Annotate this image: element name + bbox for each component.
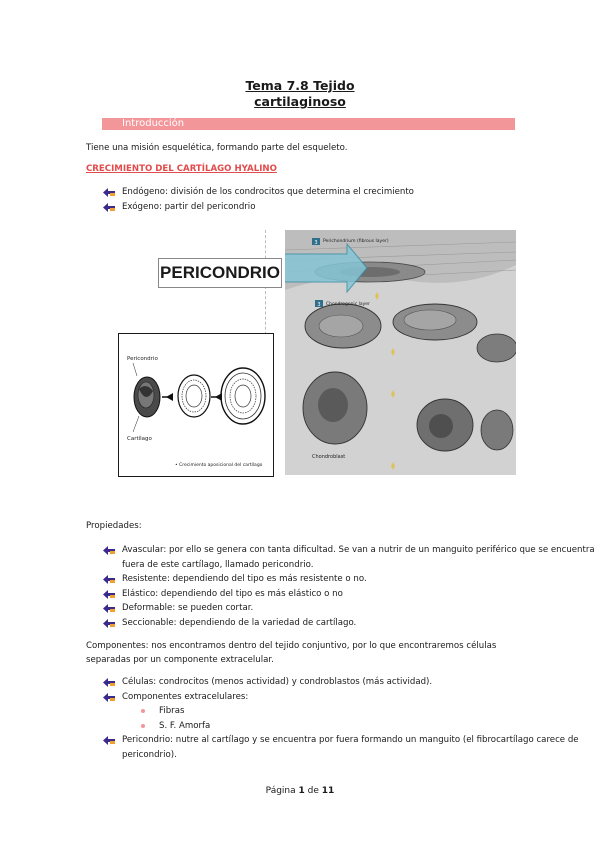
intro-heading: Introducción (122, 118, 185, 129)
figure-pericondrio (118, 230, 516, 475)
list-item: Exógeno: partir del pericondrio (102, 200, 414, 215)
arrow-bullet-icon (103, 188, 116, 197)
micrograph-drawing (285, 230, 516, 475)
list-item: Componentes extracelulares: (102, 690, 600, 705)
diagram-label-pericondrio: Pericondrio (127, 356, 158, 362)
list-item: Endógeno: división de los condrocitos que determina el crecimiento (102, 185, 414, 200)
intro-paragraph: Tiene una misión esquelética, formando parte del esqueleto. (86, 143, 348, 153)
page-current: 1 (298, 786, 305, 796)
list-item: Pericondrio: nutre al cartílago y se encuentra por fuera formando un manguito (el fibrocartílago carece de pericondrio). (102, 733, 600, 762)
list-item: Deformable: se pueden cortar. (102, 601, 600, 616)
components-paragraph: Componentes: nos encontramos dentro del tejido conjuntivo, por lo que encontraremos células separadas por un componente extracelular. (86, 641, 497, 665)
list-item: Avascular: por ello se genera con tanta dificultad. Se van a nutrir de un manguito periférico que se encuentra fuera de este cartílago, llamado pericondrio. (102, 543, 600, 572)
components-list (102, 675, 600, 762)
intro-heading-bar (102, 118, 515, 130)
growth-list (102, 185, 414, 214)
extracellular-sublist (102, 704, 600, 733)
sublist-item: Fibras (102, 704, 600, 719)
arrow-bullet-icon (103, 604, 116, 613)
micro-badge-1: 3 (314, 240, 318, 246)
list-item: Seccionable: dependiendo de la variedad de cartílago. (102, 616, 600, 631)
sublist-container (102, 704, 600, 733)
micrograph (285, 230, 516, 475)
sublist-item: S. F. Amorfa (102, 719, 600, 734)
dot-bullet-icon (141, 709, 145, 713)
micro-label-chondroblast: Chondroblast (312, 454, 346, 460)
arrow-bullet-icon (103, 546, 116, 555)
arrow-bullet-icon (103, 203, 116, 212)
growth-diagram-drawing (119, 334, 273, 476)
properties-heading: Propiedades: (86, 521, 142, 531)
page-footer: Página 1 de 11 (265, 786, 335, 796)
dot-bullet-icon (141, 724, 145, 728)
section-heading: CRECIMIENTO DEL CARTÍLAGO HYALINO (86, 164, 277, 174)
diagram-label-cartilago: Cartílago (127, 436, 152, 442)
title-line-2: cartilaginoso (254, 94, 346, 109)
properties-list (102, 543, 600, 630)
micro-badge-2: 3 (317, 302, 321, 308)
page-total: 11 (321, 786, 335, 796)
title-line-1: Tema 7.8 Tejido (245, 78, 355, 93)
growth-diagram (118, 333, 274, 477)
arrow-bullet-icon (103, 678, 116, 687)
arrow-bullet-icon (103, 619, 116, 628)
micro-label-chondrogenic: Chondrogenic layer (326, 302, 370, 307)
diagram-caption: • Crecimiento aposicional del cartílago (175, 463, 263, 468)
arrow-bullet-icon (103, 575, 116, 584)
arrow-bullet-icon (103, 693, 116, 702)
arrow-bullet-icon (103, 590, 116, 599)
page-title (0, 78, 600, 110)
micro-label-perichondrium: Perichondrium (fibrous layer) (323, 239, 389, 244)
list-item: Resistente: dependiendo del tipo es más resistente o no. (102, 572, 600, 587)
pericondrio-banner: PERICONDRIO (158, 258, 282, 288)
figure-left-panel (118, 230, 284, 475)
arrow-bullet-icon (103, 736, 116, 745)
list-item: Células: condrocitos (menos actividad) y condroblastos (más actividad). (102, 675, 600, 690)
list-item: Elástico: dependiendo del tipo es más elástico o no (102, 587, 600, 602)
